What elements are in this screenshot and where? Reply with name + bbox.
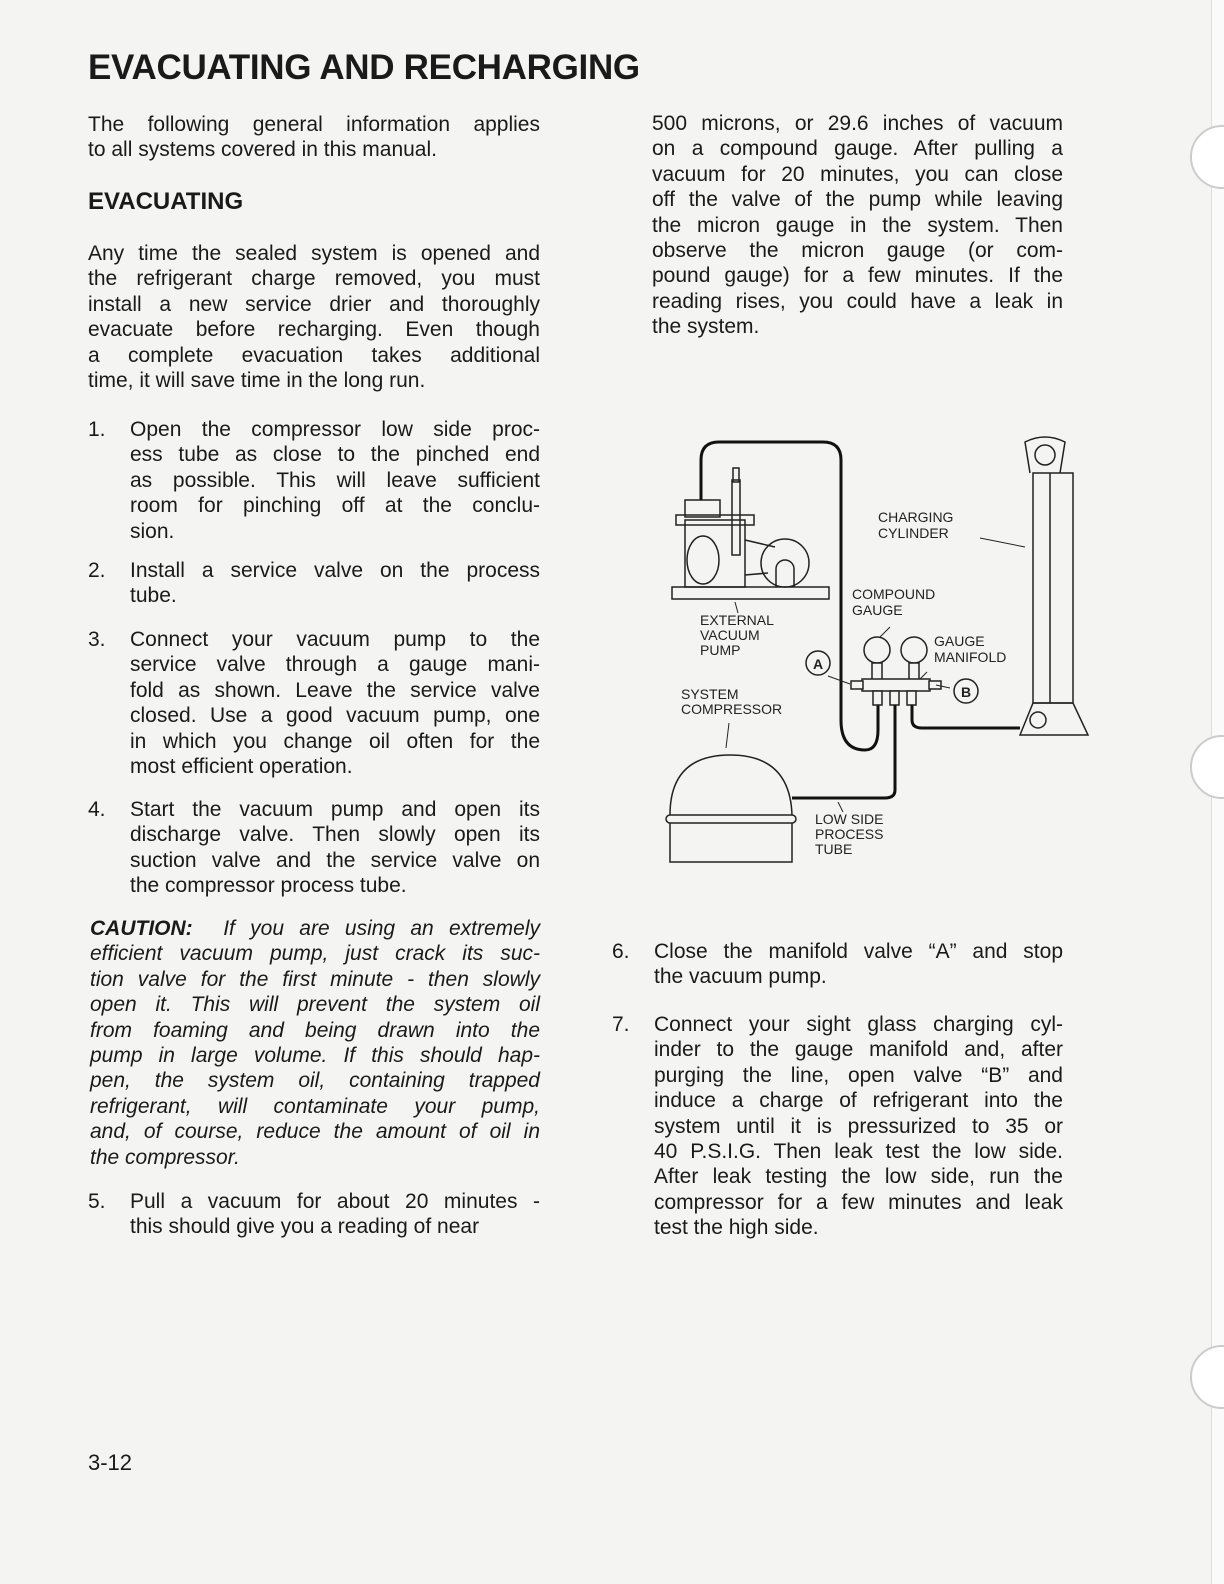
binder-hole [1190, 735, 1224, 799]
valve-b-label: B [960, 684, 972, 700]
section-heading: EVACUATING [88, 188, 244, 215]
text-line: suction valve and the service valve on [130, 848, 540, 872]
charging-cylinder-drawing [1020, 437, 1088, 735]
step-7 [612, 1012, 1063, 1241]
text-line: induce a charge of refrigerant into the [654, 1089, 1063, 1113]
text-line: test the high side. [654, 1216, 819, 1240]
page-number: 3-12 [88, 1450, 133, 1475]
label-system-compressor: SYSTEM COMPRESSOR [681, 686, 783, 717]
vacuum-pump-drawing [672, 468, 829, 599]
evacuation-diagram [600, 430, 1100, 910]
label-charging-cylinder: CHARGING CYLINDER [878, 509, 954, 541]
step-number: 6. [612, 940, 630, 963]
text-line: The following general information applies [88, 113, 540, 136]
text-line: as possible. This will leave sufficient [130, 468, 540, 492]
text-line: observe the micron gauge (or com- [652, 239, 1063, 263]
evacuating-paragraph [88, 241, 540, 393]
text-line: discharge valve. Then slowly open its [130, 823, 540, 847]
step-number: 2. [88, 559, 106, 582]
caution-line: from foaming and being drawn into the [90, 1018, 540, 1042]
text-line: vacuum for 20 minutes, you can close [652, 162, 1063, 186]
step-number: 3. [88, 628, 106, 651]
text-line: Pull a vacuum for about 20 minutes - [130, 1190, 540, 1213]
step-6 [612, 939, 1063, 990]
step-3 [88, 627, 540, 779]
caution-label: CAUTION: [90, 917, 193, 940]
label-compound-gauge: COMPOUND GAUGE [852, 586, 936, 618]
step-5 [88, 1189, 540, 1240]
text-line: fold as shown. Leave the service valve [130, 678, 540, 702]
label-external-vacuum-pump: EXTERNAL VACUUM PUMP [700, 612, 774, 658]
valve-a-label: A [812, 656, 824, 672]
step-4 [88, 797, 540, 899]
text-line: Start the vacuum pump and open its [130, 798, 540, 821]
caution-line: and, of course, reduce the amount of oil in [90, 1120, 540, 1144]
text-line: service valve through a gauge mani- [130, 653, 540, 677]
caution-line: tion valve for the first minute - then slowly [90, 967, 540, 991]
text-line: After leak testing the low side, run the [654, 1165, 1063, 1189]
gauge-manifold-drawing [851, 637, 941, 705]
text-line: Install a service valve on the process [130, 559, 540, 582]
binder-hole [1190, 1345, 1224, 1409]
text-line: system until it is pressurized to 35 or [654, 1114, 1063, 1138]
text-line: on a compound gauge. After pulling a [652, 137, 1063, 161]
text-line: time, it will save time in the long run. [88, 369, 426, 393]
low-side-hose [792, 705, 895, 798]
text-line: compressor for a few minutes and leak [654, 1190, 1063, 1214]
cylinder-hose [912, 705, 1020, 728]
text-line: reading rises, you could have a leak in [652, 289, 1063, 313]
caution-line: pen, the system oil, containing trapped [90, 1069, 540, 1093]
text-line: the micron gauge in the system. Then [652, 213, 1063, 237]
step-2 [88, 558, 540, 609]
text-line: Connect your vacuum pump to the [130, 628, 540, 651]
step-number: 5. [88, 1190, 106, 1213]
text-line: tube. [130, 584, 177, 608]
label-low-side-process-tube: LOW SIDE PROCESS TUBE [815, 811, 884, 857]
intro-paragraph [88, 112, 540, 163]
step-1 [88, 417, 540, 544]
step-number: 1. [88, 418, 106, 441]
compressor-drawing [666, 755, 796, 862]
text-line: install a new service drier and thoroughly [88, 292, 540, 316]
text-line: to all systems covered in this manual. [88, 138, 437, 162]
text-line: Close the manifold valve “A” and stop [654, 940, 1063, 963]
text-line: the system. [652, 315, 760, 339]
text-line: the vacuum pump. [654, 965, 827, 989]
text-line: in which you change oil often for the [130, 729, 540, 753]
caution-line: pump in large volume. If this should hap- [90, 1044, 540, 1068]
text-line: off the valve of the pump while leaving [652, 188, 1063, 212]
step-number: 4. [88, 798, 106, 821]
text-line: room for pinching off at the conclu- [130, 494, 540, 518]
text-line: the compressor process tube. [130, 874, 407, 898]
text-line: sion. [130, 519, 175, 543]
page-title: EVACUATING AND RECHARGING [88, 48, 640, 87]
step-5-continued [652, 111, 1063, 340]
text-line: ess tube as close to the pinched end [130, 443, 540, 467]
text-line: purging the line, open valve “B” and [654, 1063, 1063, 1087]
caution-line: the compressor. [90, 1145, 240, 1169]
text-line: evacuate before recharging. Even though [88, 318, 540, 342]
step-number: 7. [612, 1013, 630, 1036]
text-line: Open the compressor low side proc- [130, 418, 540, 441]
text-line: 40 P.S.I.G. Then leak test the low side. [654, 1140, 1063, 1164]
caution-line: refrigerant, will contaminate your pump, [90, 1094, 540, 1118]
text-line: inder to the gauge manifold and, after [654, 1038, 1063, 1062]
text-line: most efficient operation. [130, 755, 353, 779]
text-line: Any time the sealed system is opened and [88, 242, 540, 265]
caution-note [90, 916, 540, 1170]
caution-line: If you are using an extremely [223, 917, 541, 940]
label-gauge-manifold: GAUGE MANIFOLD [934, 633, 1007, 665]
caution-line: open it. This will prevent the system oil [90, 993, 540, 1017]
text-line: Connect your sight glass charging cyl- [654, 1013, 1063, 1036]
text-line: this should give you a reading of near [130, 1215, 480, 1239]
text-line: 500 microns, or 29.6 inches of vacuum [652, 112, 1063, 135]
binder-hole [1190, 125, 1224, 189]
text-line: closed. Use a good vacuum pump, one [130, 704, 540, 728]
text-line: pound gauge) for a few minutes. If the [652, 264, 1063, 288]
text-line: the refrigerant charge removed, you must [88, 267, 540, 291]
caution-line: efficient vacuum pump, just crack its suc- [90, 942, 540, 966]
valve-b-marker [954, 679, 978, 703]
valve-a-marker [806, 651, 830, 675]
text-line: a complete evacuation takes additional [88, 343, 540, 367]
